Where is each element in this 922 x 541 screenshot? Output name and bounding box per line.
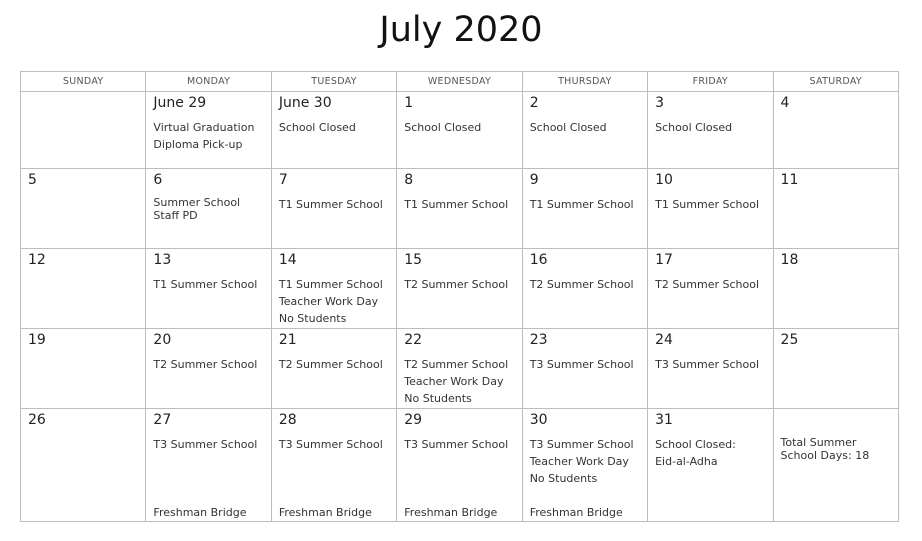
calendar-day-cell xyxy=(21,249,146,329)
calendar-week-row xyxy=(21,409,899,522)
day-number: 21 xyxy=(278,332,297,348)
event-list xyxy=(153,436,266,453)
event-text: T3 Summer School xyxy=(278,438,383,451)
event-text: T1 Summer School xyxy=(153,278,258,291)
day-number: 18 xyxy=(780,252,799,268)
calendar-day-cell xyxy=(21,329,146,409)
weekday-header-row xyxy=(21,72,899,92)
day-number: June 30 xyxy=(278,95,332,111)
event-list xyxy=(279,196,392,213)
day-number: 6 xyxy=(153,172,163,188)
event-list xyxy=(153,196,266,222)
day-number: 24 xyxy=(655,332,673,348)
day-number: 16 xyxy=(529,252,548,268)
event-list xyxy=(279,276,392,327)
day-number: 8 xyxy=(404,172,414,188)
event-text: No Students xyxy=(404,392,472,405)
event-list xyxy=(404,436,517,453)
event-text: Teacher Work Day xyxy=(404,375,504,388)
event-footer-text: Freshman Bridge xyxy=(153,506,247,519)
day-number: 7 xyxy=(278,172,288,188)
event-text: T2 Summer School xyxy=(655,278,760,291)
day-number: 19 xyxy=(28,332,46,348)
event-footer-text: Freshman Bridge xyxy=(404,506,498,519)
event-list xyxy=(153,119,266,153)
day-number: 20 xyxy=(153,332,172,348)
weekday-monday: MONDAY xyxy=(146,72,271,92)
event-text: Teacher Work Day xyxy=(278,295,379,308)
event-text: T1 Summer School xyxy=(404,198,509,211)
day-number: 1 xyxy=(404,95,414,111)
weekday-wednesday: WEDNESDAY xyxy=(397,72,522,92)
day-number: 14 xyxy=(278,252,297,268)
calendar-week-row xyxy=(21,92,899,169)
weekday-tuesday: TUESDAY xyxy=(271,72,396,92)
calendar-day-cell xyxy=(648,92,773,169)
calendar-week-row xyxy=(21,249,899,329)
event-text: Teacher Work Day xyxy=(529,455,629,468)
weekday-sunday: SUNDAY xyxy=(21,72,146,92)
calendar-day-cell xyxy=(397,92,522,169)
event-list xyxy=(655,196,768,213)
event-list xyxy=(404,119,517,136)
event-text: Summer School Staff PD xyxy=(153,196,241,222)
event-text: T3 Summer School xyxy=(153,438,258,451)
day-number: 26 xyxy=(28,412,46,428)
calendar-day-cell xyxy=(21,169,146,249)
calendar-day-cell xyxy=(773,169,898,249)
day-number: 25 xyxy=(780,332,799,348)
event-list xyxy=(279,436,392,453)
calendar-day-cell xyxy=(21,92,146,169)
event-text: School Closed xyxy=(278,121,356,134)
event-text: T2 Summer School xyxy=(278,358,383,371)
event-list xyxy=(530,196,643,213)
event-list xyxy=(781,436,894,462)
calendar-day-cell xyxy=(271,329,396,409)
event-text: T1 Summer School xyxy=(278,198,383,211)
event-list xyxy=(153,356,266,373)
calendar-day-cell xyxy=(522,409,647,522)
calendar-day-cell xyxy=(773,329,898,409)
event-list xyxy=(404,276,517,293)
day-number: 29 xyxy=(404,412,423,428)
calendar-day-cell xyxy=(773,409,898,522)
event-text: T2 Summer School xyxy=(529,278,634,291)
event-text: School Closed: xyxy=(655,438,736,451)
day-number: 23 xyxy=(529,332,548,348)
event-list xyxy=(153,276,266,293)
event-footer-text: Freshman Bridge xyxy=(278,506,372,519)
event-text: School Closed xyxy=(655,121,733,134)
day-number: 9 xyxy=(529,172,539,188)
calendar-day-cell xyxy=(397,249,522,329)
calendar-grid xyxy=(20,71,899,522)
event-text: T3 Summer School xyxy=(529,358,634,371)
event-list xyxy=(655,119,768,136)
event-list xyxy=(404,196,517,213)
calendar-week-row xyxy=(21,329,899,409)
event-text: No Students xyxy=(278,312,347,325)
day-number: 31 xyxy=(655,412,673,428)
day-number: 13 xyxy=(153,252,172,268)
event-text: T1 Summer School xyxy=(278,278,383,291)
calendar-day-cell xyxy=(271,249,396,329)
calendar-day-cell xyxy=(648,409,773,522)
event-text: Diploma Pick-up xyxy=(153,138,243,151)
day-number: 17 xyxy=(655,252,673,268)
event-text: T1 Summer School xyxy=(529,198,634,211)
event-text: Virtual Graduation xyxy=(153,121,255,134)
event-list xyxy=(279,119,392,136)
event-footer-text: Freshman Bridge xyxy=(529,506,623,519)
calendar-day-cell xyxy=(146,329,271,409)
calendar-day-cell xyxy=(773,92,898,169)
event-text: T3 Summer School xyxy=(529,438,634,451)
event-text: School Closed xyxy=(404,121,482,134)
day-number: 15 xyxy=(404,252,423,268)
event-list xyxy=(530,119,643,136)
weekday-thursday: THURSDAY xyxy=(522,72,647,92)
calendar-day-cell xyxy=(271,92,396,169)
calendar-day-cell xyxy=(522,329,647,409)
day-number: 22 xyxy=(404,332,423,348)
calendar-day-cell xyxy=(397,409,522,522)
weekday-saturday: SATURDAY xyxy=(773,72,898,92)
event-list xyxy=(404,356,517,407)
calendar-day-cell xyxy=(146,249,271,329)
day-number: 10 xyxy=(655,172,673,188)
event-text: T2 Summer School xyxy=(404,358,509,371)
calendar-day-cell xyxy=(522,92,647,169)
event-list xyxy=(279,356,392,373)
day-number: 30 xyxy=(529,412,548,428)
calendar-day-cell xyxy=(522,249,647,329)
event-text: T2 Summer School xyxy=(153,358,258,371)
weekday-friday: FRIDAY xyxy=(648,72,773,92)
calendar-day-cell xyxy=(397,329,522,409)
day-number: 5 xyxy=(28,172,37,188)
day-number: 11 xyxy=(780,172,799,188)
event-list xyxy=(655,356,768,373)
event-list xyxy=(530,356,643,373)
calendar-day-cell xyxy=(522,169,647,249)
calendar-day-cell xyxy=(648,249,773,329)
day-number: 3 xyxy=(655,95,665,111)
calendar-day-cell xyxy=(773,249,898,329)
calendar-day-cell xyxy=(146,169,271,249)
calendar-day-cell xyxy=(21,409,146,522)
calendar-week-row xyxy=(21,169,899,249)
calendar-day-cell xyxy=(271,409,396,522)
event-text: T1 Summer School xyxy=(655,198,760,211)
day-number: 27 xyxy=(153,412,172,428)
day-number: 28 xyxy=(278,412,297,428)
event-text: Eid-al-Adha xyxy=(655,455,718,468)
event-text: School Closed xyxy=(529,121,607,134)
day-number: 2 xyxy=(529,95,539,111)
event-list xyxy=(655,436,768,470)
calendar-day-cell xyxy=(146,92,271,169)
calendar-title: July 2020 xyxy=(379,10,543,50)
calendar-day-cell xyxy=(271,169,396,249)
event-list xyxy=(530,276,643,293)
calendar-day-cell xyxy=(397,169,522,249)
event-text: No Students xyxy=(529,472,598,485)
day-number: 4 xyxy=(780,95,790,111)
event-list xyxy=(655,276,768,293)
event-text: T2 Summer School xyxy=(404,278,509,291)
event-text: T3 Summer School xyxy=(655,358,760,371)
calendar-day-cell xyxy=(146,409,271,522)
event-text: Total Summer School Days: 18 xyxy=(780,436,870,462)
day-number: June 29 xyxy=(153,95,207,111)
event-list xyxy=(530,436,643,487)
event-text: T3 Summer School xyxy=(404,438,509,451)
calendar-day-cell xyxy=(648,329,773,409)
day-number: 12 xyxy=(28,252,46,268)
calendar-day-cell xyxy=(648,169,773,249)
